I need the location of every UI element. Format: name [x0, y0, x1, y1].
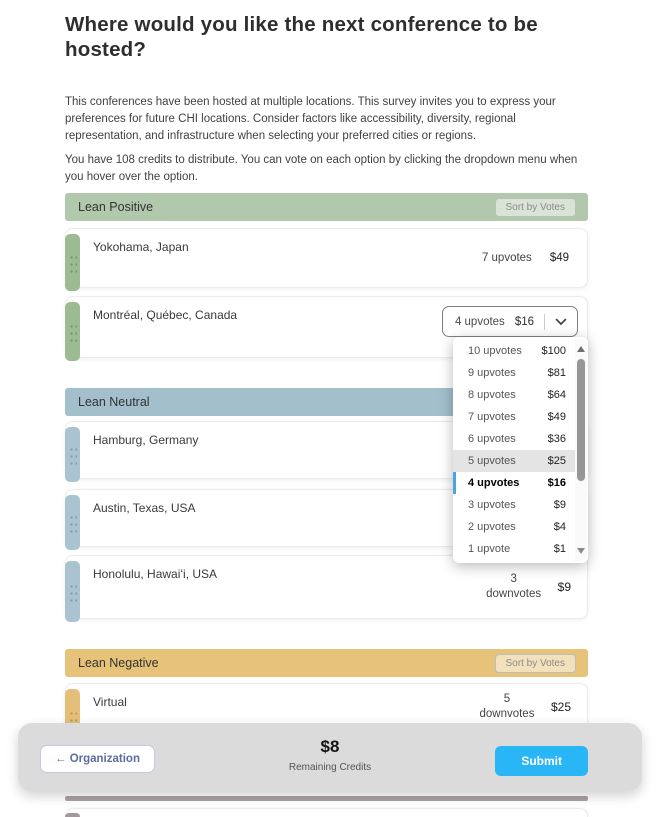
vote-option-label: 2 upvotes — [468, 521, 516, 533]
page-title: Where would you like the next conference to be hosted? — [65, 13, 538, 61]
footer-bar — [18, 723, 642, 791]
section-header-partial — [65, 796, 588, 801]
vote-count-word: downvotes — [486, 588, 542, 600]
vote-summary — [482, 252, 569, 264]
vote-option[interactable] — [453, 406, 575, 428]
option-card-yokohama[interactable] — [65, 228, 588, 288]
vote-option-label: 1 upvote — [468, 543, 511, 555]
option-title: Honolulu, Hawaiʻi, USA — [93, 567, 218, 581]
vote-option[interactable] — [453, 494, 575, 516]
drag-handle[interactable] — [65, 302, 80, 361]
vote-option-cost: $4 — [553, 521, 566, 533]
option-title: Austin, Texas, USA — [93, 501, 196, 515]
remaining-credits-label: Remaining Credits — [288, 762, 372, 773]
vote-count-number: 3 — [510, 573, 517, 585]
selected-vote-count: 4 upvotes — [454, 315, 505, 328]
vote-cost: $25 — [550, 699, 571, 714]
vote-option-cost: $16 — [547, 477, 566, 489]
option-title: Hamburg, Germany — [93, 433, 199, 447]
remaining-credits-value: $8 — [320, 737, 340, 756]
vote-option-selected[interactable] — [453, 472, 575, 494]
sort-by-votes-button[interactable]: Sort by Votes — [495, 198, 576, 217]
vote-option-label: 6 upvotes — [468, 433, 516, 445]
vote-option-cost: $64 — [547, 389, 566, 401]
vote-option-label: 8 upvotes — [468, 389, 516, 401]
drag-handle[interactable] — [65, 234, 80, 291]
scroll-up-icon[interactable] — [577, 346, 585, 352]
drag-handle[interactable] — [65, 813, 80, 817]
vote-option-cost: $100 — [541, 345, 566, 357]
vote-count-number: 5 — [503, 692, 511, 705]
dropdown-scrollbar[interactable] — [575, 339, 587, 561]
vote-dropdown-trigger[interactable] — [442, 306, 578, 337]
vote-option[interactable] — [453, 362, 575, 384]
section-header-lean-positive — [65, 193, 588, 221]
vote-option-label: 5 upvotes — [468, 455, 516, 467]
vote-option-label: 9 upvotes — [468, 367, 516, 379]
vote-dropdown-menu — [453, 337, 588, 563]
vote-option-cost: $49 — [547, 411, 566, 423]
drag-handle[interactable] — [65, 427, 80, 482]
drag-handle[interactable] — [65, 495, 80, 550]
drag-handle-icon — [69, 582, 77, 602]
option-title: Yokohama, Japan — [93, 240, 189, 254]
vote-option[interactable] — [453, 340, 575, 362]
scroll-down-icon[interactable] — [577, 548, 585, 554]
drag-handle-icon — [69, 445, 77, 465]
submit-button[interactable]: Submit — [495, 746, 588, 776]
vote-count — [476, 692, 538, 722]
back-to-organization-button[interactable]: ← Organization — [40, 745, 155, 773]
option-card-honolulu[interactable] — [65, 555, 588, 619]
vote-options-list — [453, 340, 575, 560]
scrollbar-thumb[interactable] — [577, 359, 585, 481]
vote-option-label: 10 upvotes — [468, 345, 522, 357]
vote-option-cost: $9 — [553, 499, 566, 511]
drag-handle-icon — [69, 513, 77, 533]
section-header-lean-negative — [65, 649, 588, 677]
option-title: Montréal, Québec, Canada — [93, 308, 238, 322]
vote-option-cost: $81 — [547, 367, 566, 379]
vote-count-word: downvotes — [479, 707, 535, 720]
vote-option-label: 7 upvotes — [468, 411, 516, 423]
vote-option-label: 3 upvotes — [468, 499, 516, 511]
section-label: Lean Positive — [78, 200, 154, 214]
sort-by-votes-button[interactable]: Sort by Votes — [495, 654, 576, 673]
option-card-partial[interactable] — [65, 808, 588, 817]
divider — [544, 314, 545, 330]
section-label: Lean Neutral — [78, 395, 150, 409]
drag-handle-icon — [69, 253, 77, 273]
vote-option-cost: $1 — [553, 543, 566, 555]
vote-option-cost: $25 — [547, 455, 566, 467]
vote-option-label: 4 upvotes — [468, 477, 520, 489]
credits-instructions: You have 108 credits to distribute. You can vote on each option by clicking the dropdown menu when you hover over the option. — [65, 154, 578, 183]
option-title: Virtual — [93, 695, 127, 709]
vote-option[interactable] — [453, 538, 575, 560]
vote-summary — [483, 572, 571, 602]
vote-option[interactable] — [453, 428, 575, 450]
vote-cost: $49 — [549, 252, 569, 264]
vote-option[interactable] — [453, 384, 575, 406]
section-label: Lean Negative — [78, 656, 159, 670]
drag-handle-icon — [69, 322, 77, 342]
vote-summary — [476, 692, 571, 722]
selected-vote-cost: $16 — [514, 315, 534, 328]
vote-option[interactable] — [453, 516, 575, 538]
vote-count: 7 upvotes — [481, 252, 532, 264]
vote-option-cost: $36 — [547, 433, 566, 445]
vote-cost: $9 — [557, 580, 571, 594]
vote-count — [483, 572, 545, 602]
vote-option-highlighted[interactable] — [453, 450, 575, 472]
drag-handle[interactable] — [65, 561, 80, 622]
chevron-down-icon — [555, 318, 567, 326]
intro-paragraph: This conferences have been hosted at multiple locations. This survey invites you to express your preferences for future CHI locations. Consider factors like accessibility, diversity, regional representation, and infrastructure when selecting your preferred cities or regions. — [65, 96, 556, 142]
